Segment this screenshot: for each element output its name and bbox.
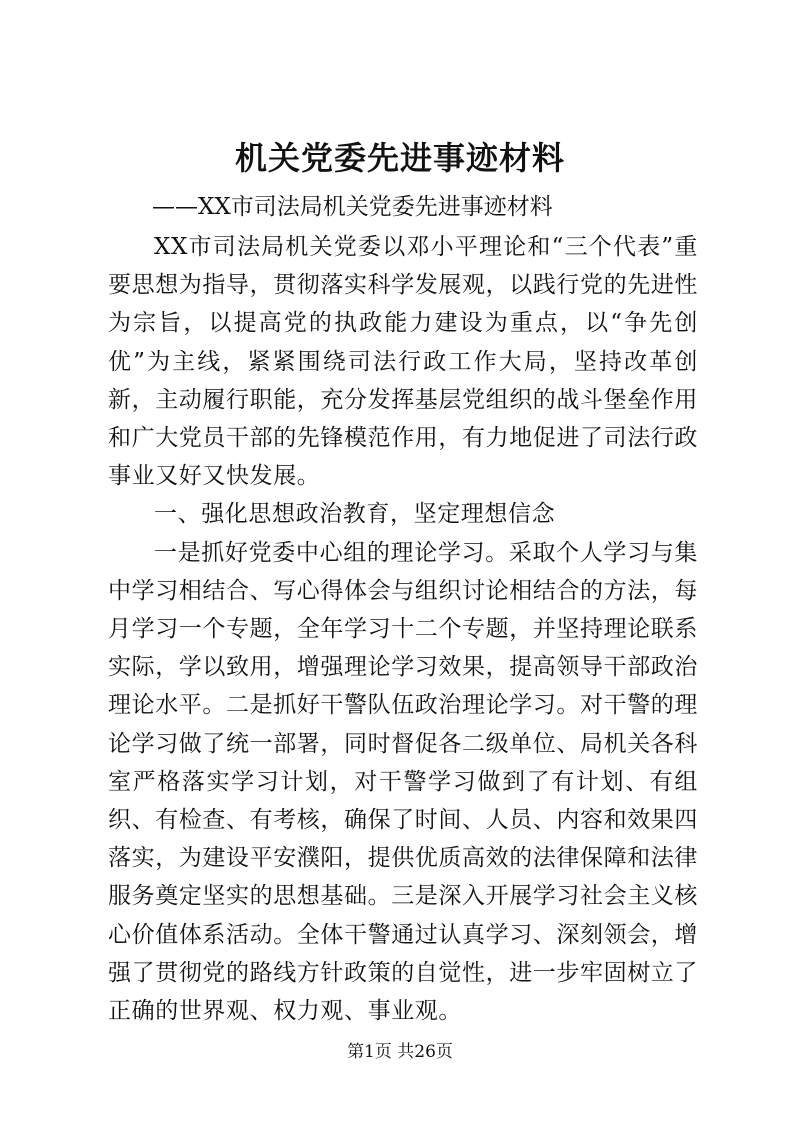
document-subtitle: ——XX市司法局机关党委先进事迹材料: [152, 194, 553, 220]
intro-paragraph: XX市司法局机关党委以邓小平理论和“三个代表”重要思想为指导，贯彻落实科学发展观，以践行党的先进性为宗旨，以提高党的执政能力建设为重点，以“争先创优”为主线，紧紧围绕司法行政工作大局，坚持改革创新，主动履行职能，充分发挥基层党组织的战斗堡垒作用和广大党员干部的先锋模范作用，有力地促进了司法行政事业又好又快发展。: [108, 234, 698, 490]
document-title: 机关党委先进事迹材料: [234, 139, 565, 177]
document-body: [108, 228, 698, 1030]
section-paragraph: 一是抓好党委中心组的理论学习。采取个人学习与集中学习相结合、写心得体会与组织讨论相结合的方法，每月学习一个专题，全年学习十二个专题，并坚持理论联系实际，学以致用，增强理论学习效果，提高领导干部政治理论水平。二是抓好干警队伍政治理论学习。对干警的理论学习做了统一部署，同时督促各二级单位、局机关各科室严格落实学习计划，对干警学习做到了有计划、有组织、有检查、有考核，确保了时间、人员、内容和效果四落实，为建设平安濮阳，提供优质高效的法律保障和法律服务奠定坚实的思想基础。三是深入开展学习社会主义核心价值体系活动。全体干警通过认真学习、深刻领会，增强了贯彻党的路线方针政策的自觉性，进一步牢固树立了正确的世界观、权力观、事业观。: [108, 539, 698, 1025]
page-number: 第1页 共26页: [347, 1042, 453, 1062]
section-heading: 一、强化思想政治教育，坚定理想信念: [154, 501, 556, 528]
